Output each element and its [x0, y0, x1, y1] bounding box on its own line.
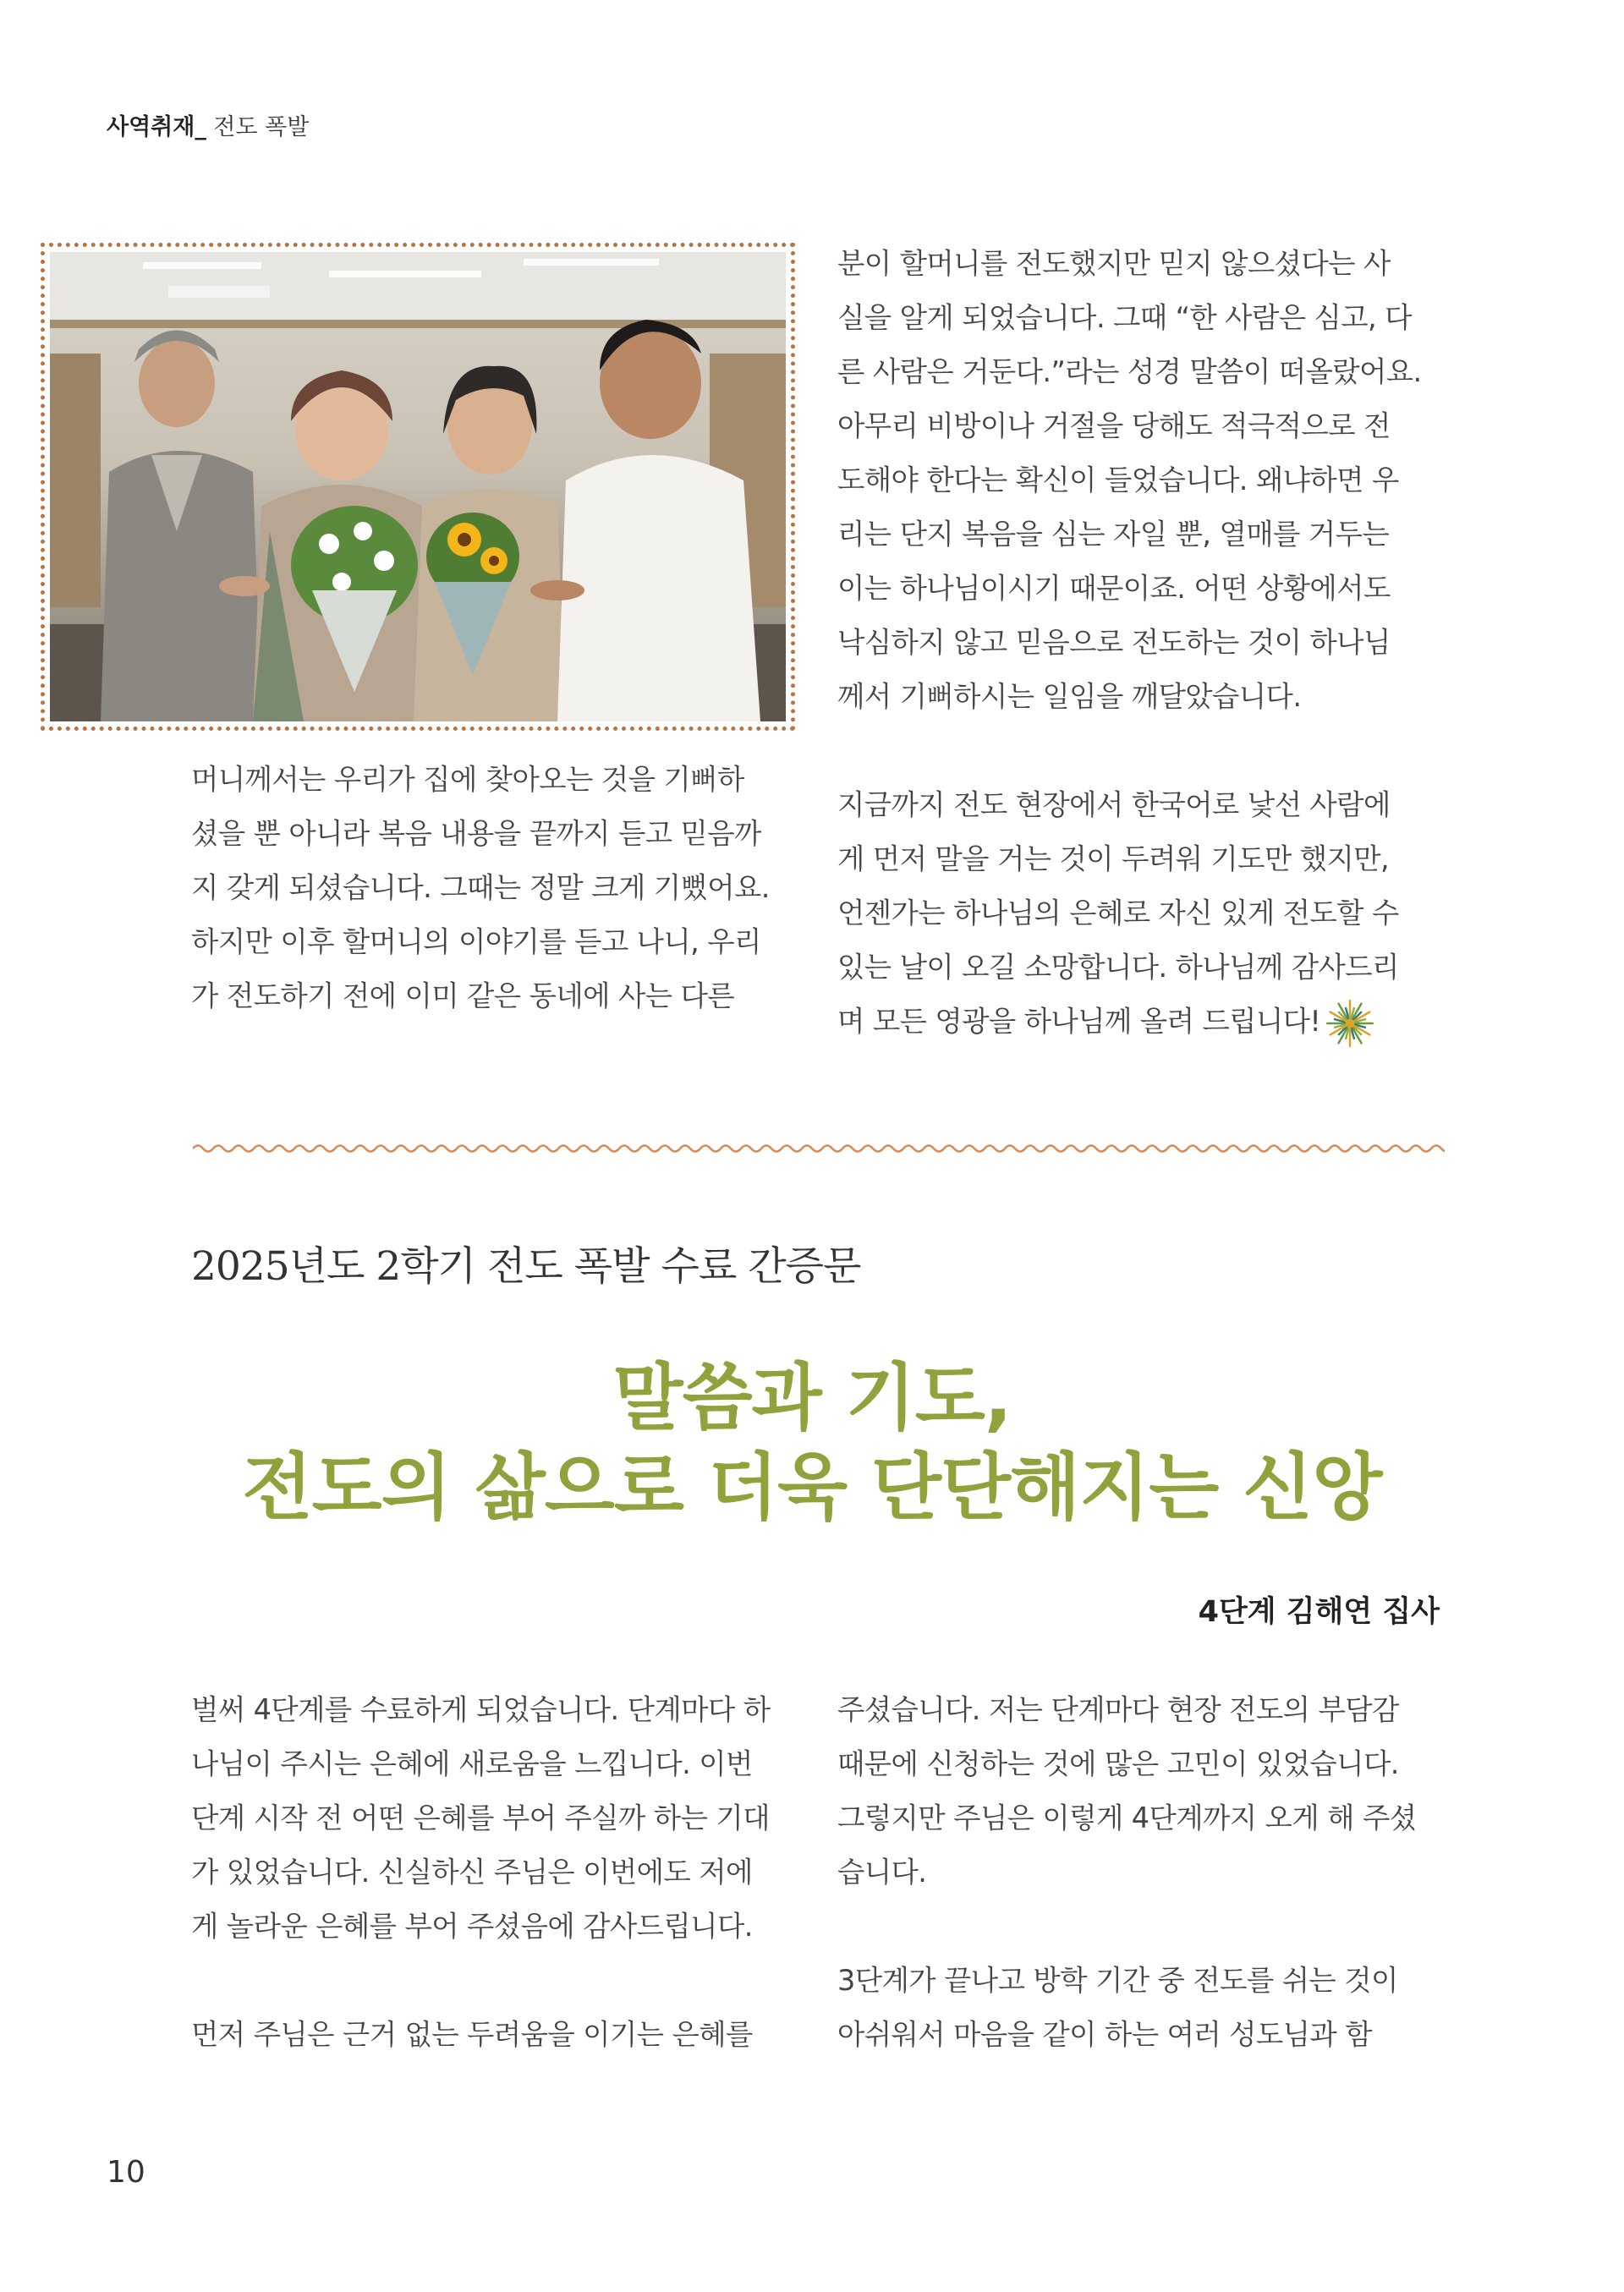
bottom-right-column	[837, 1683, 1440, 2062]
text-line: 그렇지만 주님은 이렇게 4단계까지 오게 해 주셨	[837, 1801, 1417, 1834]
text-line: 지 갖게 되셨습니다. 그때는 정말 크게 기뻤어요.	[191, 871, 770, 904]
text-line: 께서 기뻐하시는 일임을 깨달았습니다.	[837, 680, 1302, 713]
text-line: 가 전도하기 전에 이미 같은 동네에 사는 다른	[191, 979, 735, 1012]
wavy-divider	[193, 1140, 1445, 1157]
text-line: 실을 알게 되었습니다. 그때 “한 사람은 심고, 다	[837, 301, 1412, 334]
paragraph-gap	[837, 1900, 1440, 1954]
title-line-1: 말씀과 기도,	[612, 1356, 1012, 1440]
text-line: 단계 시작 전 어떤 은혜를 부어 주실까 하는 기대	[191, 1801, 770, 1834]
text-line: 지금까지 전도 현장에서 한국어로 낯선 사람에	[837, 788, 1391, 821]
group-photo	[41, 243, 795, 731]
text-line: 셨을 뿐 아니라 복음 내용을 끝까지 듣고 믿음까	[191, 817, 761, 850]
text-line-final	[837, 995, 1440, 1050]
text-line: 게 놀라운 은혜를 부어 주셨음에 감사드립니다.	[191, 1910, 753, 1943]
article-title	[0, 1353, 1624, 1533]
text-line: 하지만 이후 할머니의 이야기를 듣고 나니, 우리	[191, 925, 761, 958]
article-subtitle: 2025년도 2학기 전도 폭발 수료 간증문	[191, 1243, 861, 1290]
text-line: 벌써 4단계를 수료하게 되었습니다. 단계마다 하	[191, 1693, 771, 1726]
text-line: 가 있었습니다. 신실하신 주님은 이번에도 저에	[191, 1856, 753, 1889]
flower-ornament-icon	[1324, 997, 1376, 1050]
text-line: 있는 날이 오길 소망합니다. 하나님께 감사드리	[837, 951, 1399, 984]
bottom-left-column	[191, 1683, 793, 2062]
text-line: 낙심하지 않고 믿음으로 전도하는 것이 하나님	[837, 626, 1391, 659]
text-line: 도해야 한다는 확신이 들었습니다. 왜냐하면 우	[837, 463, 1399, 496]
text-line: 분이 할머니를 전도했지만 믿지 않으셨다는 사	[837, 247, 1391, 280]
text-line: 아무리 비방이나 거절을 당해도 적극적으로 전	[837, 409, 1391, 442]
text-line: 언젠가는 하나님의 은혜로 자신 있게 전도할 수	[837, 897, 1399, 929]
title-line-2: 전도의 삶으로 더욱 단단해지는 신앙	[242, 1445, 1382, 1530]
text-line: 때문에 신청하는 것에 많은 고민이 있었습니다.	[837, 1747, 1399, 1780]
text-line: 나님이 주시는 은혜에 새로움을 느낍니다. 이번	[191, 1747, 753, 1780]
text-line: 먼저 주님은 근거 없는 두려움을 이기는 은혜를	[191, 2018, 753, 2051]
text-line: 른 사람은 거둔다.”라는 성경 말씀이 떠올랐어요.	[837, 355, 1422, 388]
text-line: 습니다.	[837, 1856, 927, 1889]
text-line: 3단계가 끝나고 방학 기간 중 전도를 쉬는 것이	[837, 1964, 1398, 1997]
paragraph-gap	[837, 724, 1440, 778]
text-line: 머니께서는 우리가 집에 찾아오는 것을 기뻐하	[191, 763, 744, 796]
paragraph-gap	[191, 1954, 793, 2008]
running-header	[107, 108, 309, 141]
top-left-column	[191, 753, 793, 1023]
text-line: 리는 단지 복음을 심는 자일 뿐, 열매를 거두는	[837, 518, 1390, 551]
text-line: 게 먼저 말을 거는 것이 두려워 기도만 했지만,	[837, 842, 1390, 875]
header-section: 사역취재_	[107, 114, 206, 140]
photo-illustration	[50, 252, 786, 721]
text-line: 아쉬워서 마음을 같이 하는 여러 성도님과 함	[837, 2018, 1372, 2051]
text-line: 며 모든 영광을 하나님께 올려 드립니다!	[837, 1005, 1321, 1038]
author-byline: 4단계 김해연 집사	[1198, 1595, 1440, 1629]
top-right-column	[837, 237, 1440, 1050]
header-topic: 전도 폭발	[213, 114, 310, 140]
text-line: 이는 하나님이시기 때문이죠. 어떤 상황에서도	[837, 572, 1391, 605]
page-number: 10	[107, 2155, 145, 2190]
text-line: 주셨습니다. 저는 단계마다 현장 전도의 부담감	[837, 1693, 1399, 1726]
